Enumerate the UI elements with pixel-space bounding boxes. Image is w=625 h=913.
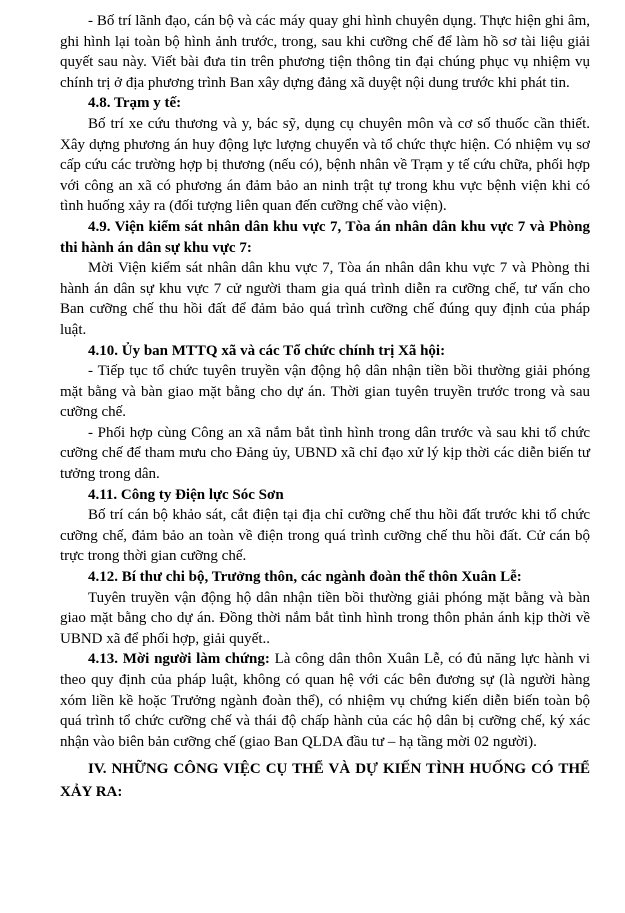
section-heading-iv: IV. NHỮNG CÔNG VIỆC CỤ THỂ VÀ DỰ KIẾN TÌNH HUỐNG CÓ THỂ XẢY RA: xyxy=(60,761,590,801)
paragraph-health-station: Bố trí xe cứu thương và y, bác sỹ, dụng cụ chuyên môn và cơ số thuốc cần thiết. Xây dựng phương án huy động lực lượng chuyển và tổ chức thực hiện. Có nhiệm vụ sơ cấp cứu các trường hợp bị thương (nếu có), bệnh nhân về Trạm y tế cứu chữa, phối hợp với công an xã có phương án đảm bảo an ninh trật tự trong khu vực bệnh viện khi có tình huống xảy ra (đối tượng liên quan đến cưỡng chế vào viện). xyxy=(60,115,590,215)
witnesses-text: Là công dân thôn Xuân Lễ, có đủ năng lực hành vi theo quy định của pháp luật, không có quan hệ với các bên đương sự (là người hàng xóm liền kề hoặc Trưởng ngành đoàn thể), có nhiệm vụ chứng kiến diễn biến toàn bộ quá trình tổ chức cưỡng chế và thái độ chấp hành của các hộ dân bị cưỡng chế, ký xác nhận vào biên bản cưỡng chế (giao Ban QLDA đầu tư – hạ tầng mời 02 người). xyxy=(60,651,590,750)
paragraph-electricity-company: Bố trí cán bộ khảo sát, cắt điện tại địa chỉ cưỡng chế thu hồi đất trước khi tổ chức cưỡng chế, đảm bảo an toàn về điện trong quá trình cưỡng chế thu hồi đất. Cử cán bộ trực trong thời gian cưỡng chế. xyxy=(60,507,590,565)
heading-4-9-procuracy-court: 4.9. Viện kiểm sát nhân dân khu vực 7, Tòa án nhân dân khu vực 7 và Phòng thi hành án dân sự khu vực 7: xyxy=(60,218,590,256)
heading-4-8-health-station: 4.8. Trạm y tế: xyxy=(88,95,182,112)
heading-4-10-fatherland-front: 4.10. Ủy ban MTTQ xã và các Tổ chức chính trị Xã hội: xyxy=(88,342,446,359)
paragraph-village-leaders: Tuyên truyền vận động hộ dân nhận tiền bồi thường giải phóng mặt bằng và bàn giao mặt bằng cho dự án. Đồng thời nắm bắt tình hình trong thôn phản ánh kịp thời về UBND xã để phối hợp, giải quyết.. xyxy=(60,589,590,647)
paragraph-witnesses xyxy=(60,649,590,752)
heading-4-13-witnesses: 4.13. Mời người làm chứng: xyxy=(88,651,270,668)
paragraph-fatherland-front-coordination: - Phối hợp cùng Công an xã nắm bắt tình hình trong dân trước và sau khi tổ chức cưỡng chế để tham mưu cho Đảng ủy, UBND xã chỉ đạo xử lý kịp thời các diễn biến tư tưởng trong dân. xyxy=(60,424,590,483)
paragraph-fatherland-front-propaganda: - Tiếp tục tổ chức tuyên truyền vận động hộ dân nhận tiền bồi thường giải phóng mặt bằng và bàn giao mặt bằng cho dự án. Thời gian tuyên truyền trước trong và sau cưỡng chế. xyxy=(60,363,590,421)
document-page xyxy=(60,11,590,804)
heading-4-12-village-leaders: 4.12. Bí thư chi bộ, Trưởng thôn, các ngành đoàn thể thôn Xuân Lễ: xyxy=(88,569,522,586)
heading-4-11-electricity-company: 4.11. Công ty Điện lực Sóc Sơn xyxy=(88,486,284,503)
paragraph-recording-staff: - Bố trí lãnh đạo, cán bộ và các máy quay ghi hình chuyên dụng. Thực hiện ghi âm, ghi hình lại toàn bộ hình ảnh trước, trong, sau khi cưỡng chế để làm hồ sơ tài liệu giải quyết sau này. Viết bài đưa tin trên phương tiện thông tin đại chúng phục vụ nhiệm vụ chính trị ở địa phương trình Ban xây dựng đảng xã duyệt nội dung trước khi phát tin. xyxy=(60,13,590,91)
paragraph-procuracy-court: Mời Viện kiểm sát nhân dân khu vực 7, Tòa án nhân dân khu vực 7 và Phòng thi hành án dân sự khu vực 7 cử người tham gia quá trình diễn ra cưỡng chế, tư vấn cho Ban cưỡng chế thu hồi đất để đảm bảo quá trình cưỡng chế đúng quy định của pháp luật. xyxy=(60,260,590,338)
